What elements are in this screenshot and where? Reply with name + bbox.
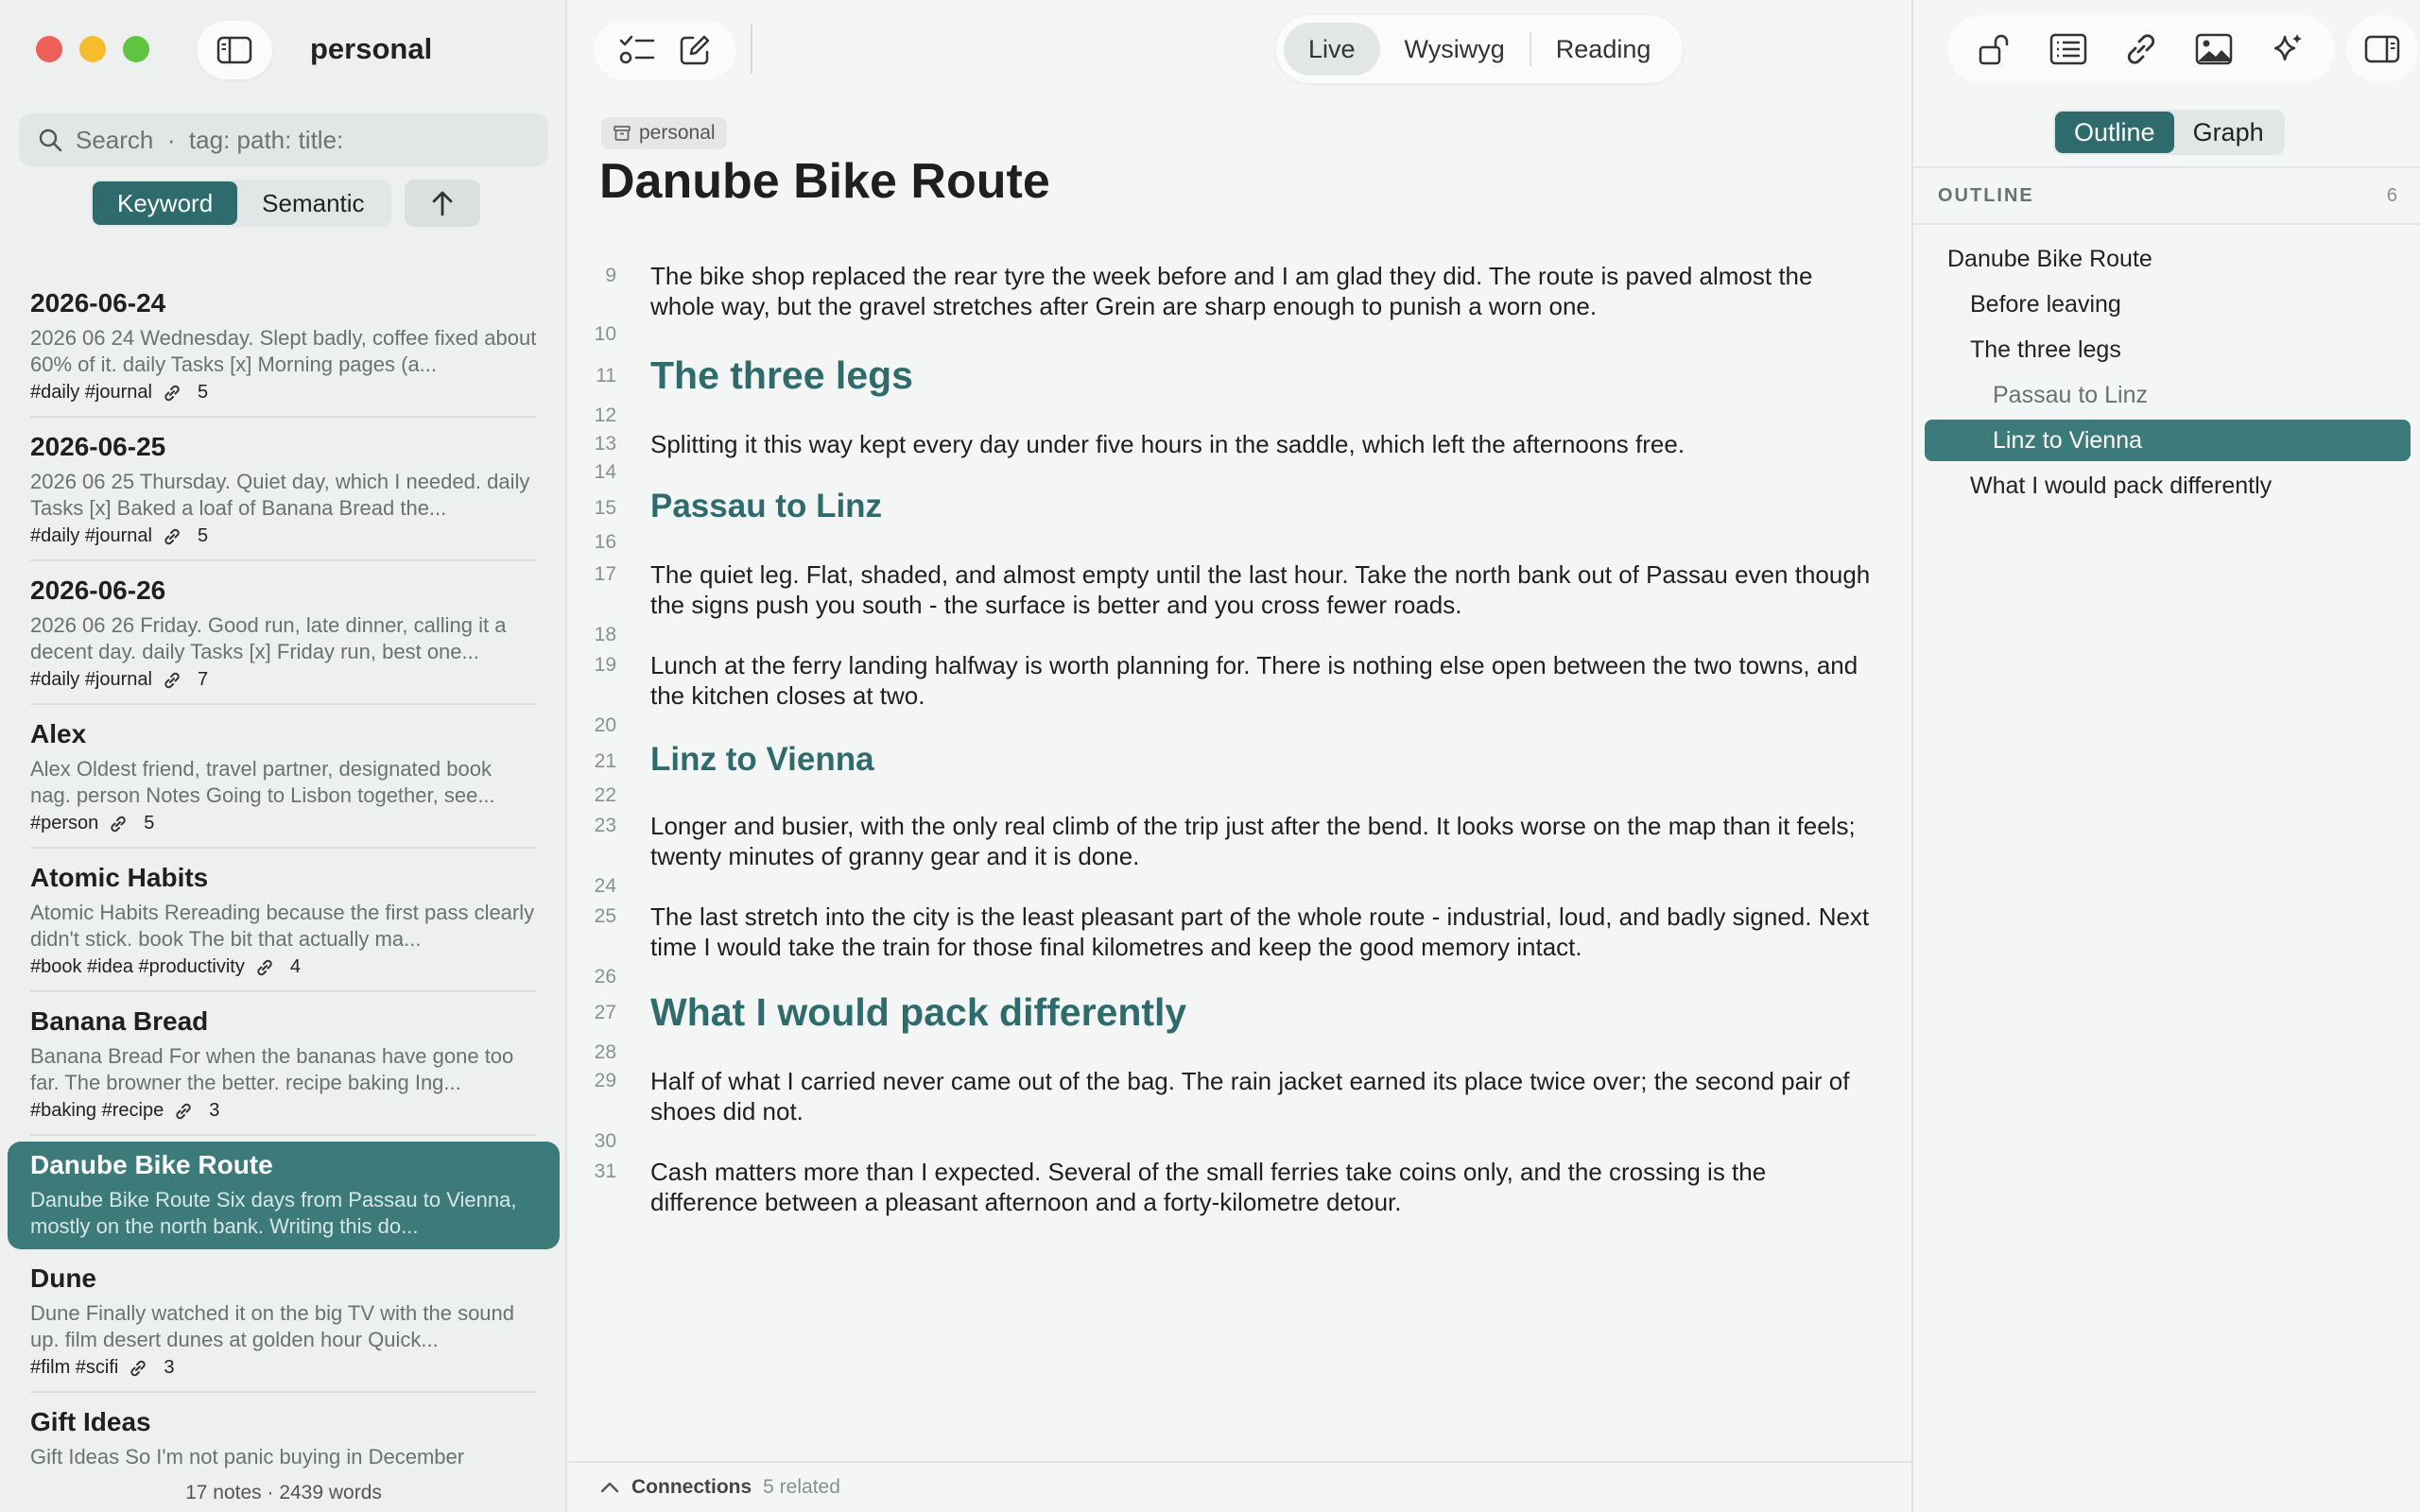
note-actions-toolbar <box>1947 15 2335 83</box>
toggle-sidebar-button[interactable] <box>197 21 272 79</box>
line-number: 19 <box>594 654 616 676</box>
divider <box>30 703 537 705</box>
semantic-mode-button[interactable]: Semantic <box>262 188 365 217</box>
heading-2: The three legs <box>650 353 913 397</box>
note-stats: 17 notes · 2439 words <box>185 1482 382 1503</box>
editor <box>569 0 1911 1512</box>
note-link-count: 7 <box>197 669 209 690</box>
note-meta <box>30 669 537 691</box>
paragraph: Longer and busier, with the only real climb of the trip just after the bend. It looks worse on the map than it feels; twenty minutes of granny gear and it is done. <box>650 812 1856 870</box>
heading-2: What I would pack differently <box>650 990 1187 1034</box>
note-item[interactable] <box>8 711 560 849</box>
note-meta <box>30 382 537 404</box>
tab-graph[interactable]: Graph <box>2192 117 2264 146</box>
outline-header <box>1913 166 2420 225</box>
right-sidebar-icon <box>2364 35 2400 63</box>
reader-view-button[interactable] <box>2049 33 2087 65</box>
note-list <box>8 280 560 1480</box>
note-excerpt: Atomic Habits Rereading because the first pass clearly didn't stick. book The bit that actually ma... <box>30 901 535 951</box>
note-link-count: 3 <box>209 1100 220 1121</box>
note-link-count: 3 <box>164 1357 175 1378</box>
link-icon <box>108 814 129 834</box>
wysiwyg-mode-button[interactable]: Wysiwyg <box>1404 34 1505 63</box>
insert-link-button[interactable] <box>2123 31 2159 67</box>
note-meta <box>30 813 537 834</box>
line-number: 25 <box>594 905 616 927</box>
line-number: 16 <box>594 531 616 553</box>
outline-count: 6 <box>2386 184 2397 206</box>
close-window-button[interactable] <box>36 36 62 62</box>
link-icon <box>2123 31 2159 67</box>
note-excerpt: Alex Oldest friend, travel partner, designated book nag. person Notes Going to Lisbon together, see... <box>30 757 495 807</box>
divider <box>30 559 537 561</box>
checklist-icon <box>618 33 656 67</box>
search-mode-controls <box>91 180 480 227</box>
note-title: Danube Bike Route <box>30 1150 273 1179</box>
line-number: 17 <box>594 563 616 585</box>
note-tags: #book #idea #productivity <box>30 956 245 977</box>
arrow-up-icon <box>431 190 454 216</box>
line-number: 15 <box>594 497 616 519</box>
line-number: 28 <box>594 1041 616 1063</box>
document-lines-icon <box>2049 33 2087 65</box>
note-title: Alex <box>30 719 87 748</box>
paragraph: Cash matters more than I expected. Several of the small ferries take coins only, and the crossing is the difference between a pleasant afternoon and a forty-kilometre detour. <box>650 1158 1767 1216</box>
note-title: Atomic Habits <box>30 863 209 892</box>
line-number: 20 <box>594 714 616 736</box>
insert-image-button[interactable] <box>2195 33 2233 65</box>
vault-name: personal <box>310 32 433 65</box>
note-title: Gift Ideas <box>30 1407 151 1436</box>
image-icon <box>2195 33 2233 65</box>
note-item-selected[interactable] <box>8 1142 560 1249</box>
paragraph: The last stretch into the city is the least pleasant part of the whole route - industrial, loud, and badly signed. Next time I would take the train for those final kilometres and keep the good memory intact. <box>650 902 1870 961</box>
paragraph: Lunch at the ferry landing halfway is worth planning for. There is nothing else open between the two towns, and the kitchen closes at two. <box>650 651 1858 710</box>
sparkles-icon <box>2270 31 2306 67</box>
line-number: 14 <box>594 461 616 483</box>
task-list-button[interactable] <box>618 33 656 67</box>
line-number: 24 <box>594 875 616 897</box>
minimize-window-button[interactable] <box>79 36 106 62</box>
unlock-icon <box>1977 31 2013 67</box>
compose-icon <box>678 33 712 67</box>
note-title: 2026-06-26 <box>30 576 166 605</box>
note-meta <box>30 956 537 978</box>
note-item[interactable] <box>8 854 560 992</box>
toggle-right-panel-button[interactable] <box>2346 15 2418 83</box>
window-controls <box>36 36 149 62</box>
search-mode-toggle <box>91 180 391 227</box>
line-number: 26 <box>594 966 616 988</box>
note-excerpt: 2026 06 24 Wednesday. Slept badly, coffee fixed about 60% of it. daily Tasks [x] Morning pages (a... <box>30 326 537 376</box>
line-number: 22 <box>594 784 616 806</box>
line-number: 21 <box>594 750 616 772</box>
paragraph: Half of what I carried never came out of the bag. The rain jacket earned its place twice over; the second pair of shoes did not. <box>650 1067 1850 1125</box>
sidebar-icon <box>216 36 252 64</box>
live-mode-button[interactable]: Live <box>1284 23 1380 76</box>
archive-icon <box>613 124 631 143</box>
outline-list <box>1925 238 2411 510</box>
note-link-count: 5 <box>197 382 209 403</box>
note-excerpt: Danube Bike Route Six days from Passau to Vienna, mostly on the north bank. Writing this do... <box>30 1188 517 1238</box>
divider <box>30 990 537 992</box>
note-tags: #daily #journal <box>30 382 152 403</box>
search-box[interactable] <box>19 113 548 166</box>
connections-label: Connections <box>631 1476 752 1498</box>
link-icon <box>254 957 275 978</box>
link-icon <box>162 383 182 404</box>
connections-count: 5 related <box>763 1476 840 1498</box>
note-excerpt: Banana Bread For when the bananas have gone too far. The browner the better. recipe baking Ing... <box>30 1044 514 1094</box>
note-link-count: 5 <box>197 525 209 546</box>
line-number: 9 <box>605 265 616 286</box>
note-excerpt: 2026 06 25 Thursday. Quiet day, which I needed. daily Tasks [x] Baked a loaf of Banana Bread the... <box>30 470 530 520</box>
sidebar <box>0 0 567 1512</box>
paragraph: The bike shop replaced the rear tyre the week before and I am glad they did. The route is paved almost the whole way, but the gravel stretches after Grein are sharp enough to punish a worn one. <box>650 262 1813 320</box>
divider <box>30 1134 537 1136</box>
note-meta <box>30 525 537 547</box>
toolbar-divider <box>751 25 752 74</box>
line-number: 27 <box>594 1002 616 1023</box>
outline-item[interactable]: Passau to Linz <box>1993 381 2148 408</box>
note-item[interactable] <box>8 1255 560 1393</box>
editor-toolbar <box>594 21 735 79</box>
line-number: 29 <box>594 1070 616 1091</box>
link-icon <box>162 526 182 547</box>
line-number: 23 <box>594 815 616 836</box>
note-item[interactable] <box>8 423 560 561</box>
line-number: 11 <box>596 365 616 387</box>
connections-bar[interactable] <box>569 1461 1911 1512</box>
note-item[interactable] <box>8 998 560 1136</box>
note-link-count: 5 <box>144 813 155 833</box>
outline-item[interactable]: What I would pack differently <box>1970 472 2273 499</box>
folder-name: personal <box>639 122 716 144</box>
note-tags: #baking #recipe <box>30 1100 164 1121</box>
line-number: 10 <box>594 323 616 345</box>
note-excerpt: Gift Ideas So I'm not panic buying in December <box>30 1445 465 1469</box>
outline-item[interactable]: Danube Bike Route <box>1947 245 2152 272</box>
note-title: 2026-06-25 <box>30 432 166 461</box>
tab-outline[interactable]: Outline <box>2055 112 2174 153</box>
document-title[interactable]: Danube Bike Route <box>599 154 1050 209</box>
outline-label: OUTLINE <box>1938 184 2034 206</box>
divider <box>30 847 537 849</box>
folder-chip[interactable] <box>601 117 727 149</box>
outline-item[interactable]: The three legs <box>1970 335 2121 363</box>
note-tags: #daily #journal <box>30 669 152 690</box>
note-link-count: 4 <box>289 956 301 977</box>
right-panel-tabs <box>2053 110 2285 155</box>
link-icon <box>173 1101 194 1122</box>
divider <box>30 1391 537 1393</box>
note-meta <box>30 1357 537 1379</box>
note-item[interactable] <box>8 1399 560 1474</box>
reading-mode-button[interactable]: Reading <box>1555 34 1651 63</box>
note-tags: #person <box>30 813 99 833</box>
link-icon <box>128 1358 148 1379</box>
note-excerpt: Dune Finally watched it on the big TV with the sound up. film desert dunes at golden hour Quick... <box>30 1301 515 1351</box>
note-tags: #film #scifi <box>30 1357 119 1378</box>
view-mode-switch <box>1276 15 1683 83</box>
line-number: 12 <box>594 404 616 426</box>
sort-button[interactable] <box>405 180 480 227</box>
heading-3: Linz to Vienna <box>650 741 874 778</box>
line-number: 31 <box>594 1160 616 1182</box>
line-number: 18 <box>594 624 616 645</box>
note-item[interactable] <box>8 280 560 418</box>
line-number: 13 <box>594 433 616 455</box>
heading-3: Passau to Linz <box>650 488 883 524</box>
line-number: 30 <box>594 1130 616 1152</box>
note-title: Banana Bread <box>30 1006 209 1036</box>
paragraph: The quiet leg. Flat, shaded, and almost empty until the last hour. Take the north bank out of Passau even though the signs push you south - the surface is better and you cross fewer roads. <box>650 560 1871 619</box>
link-icon <box>162 670 182 691</box>
outline-item[interactable]: Before leaving <box>1970 290 2121 318</box>
note-tags: #daily #journal <box>30 525 152 546</box>
outline-item-active[interactable]: Linz to Vienna <box>1925 420 2411 461</box>
search-icon <box>38 128 62 152</box>
note-excerpt: 2026 06 26 Friday. Good run, late dinner, calling it a decent day. daily Tasks [x] Friday run, best one... <box>30 613 507 663</box>
keyword-mode-button[interactable]: Keyword <box>93 181 237 225</box>
zoom-window-button[interactable] <box>123 36 149 62</box>
paragraph: Splitting it this way kept every day under five hours in the saddle, which left the afternoons free. <box>650 430 1685 458</box>
chevron-up-icon <box>599 1481 620 1494</box>
lock-button[interactable] <box>1977 31 2013 67</box>
new-note-button[interactable] <box>678 33 712 67</box>
right-panel <box>1911 0 2420 1512</box>
note-title: 2026-06-24 <box>30 288 166 318</box>
search-input[interactable] <box>76 126 529 155</box>
divider <box>30 416 537 418</box>
note-title: Dune <box>30 1263 96 1293</box>
note-meta <box>30 1100 537 1122</box>
note-item[interactable] <box>8 567 560 705</box>
ai-assist-button[interactable] <box>2270 31 2306 67</box>
